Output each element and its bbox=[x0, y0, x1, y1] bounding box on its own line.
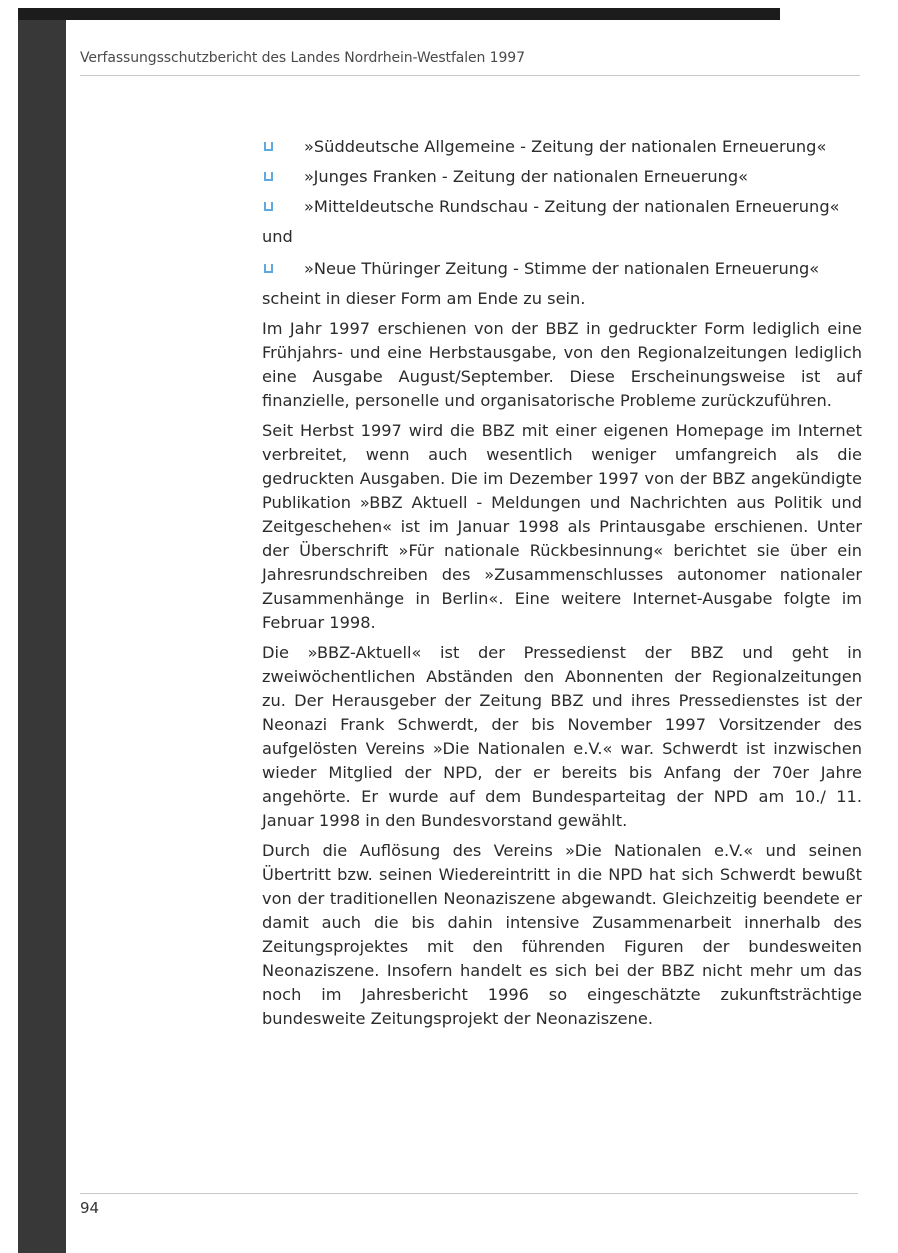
running-header: Verfassungsschutzbericht des Landes Nordrhein-Westfalen 1997 bbox=[80, 50, 525, 66]
list-item bbox=[262, 135, 862, 159]
checkbox-bullet-icon bbox=[264, 202, 273, 211]
paragraph: Im Jahr 1997 erschienen von der BBZ in gedruckter Form lediglich eine Frühjahrs- und eine Herbstausgabe, von den Regionalzeitungen lediglich eine Ausgabe August/September. Diese Erscheinungsweise ist auf finanzielle, personelle und organisatorische Probleme zurückzuführen. bbox=[262, 319, 862, 410]
connector-word: und bbox=[262, 227, 293, 246]
page-top-edge bbox=[18, 8, 780, 20]
main-text bbox=[262, 135, 862, 1037]
list-item bbox=[262, 257, 862, 281]
checkbox-bullet-icon bbox=[264, 142, 273, 151]
page-edge-shadow bbox=[18, 8, 66, 1253]
paragraph: Durch die Auflösung des Vereins »Die Nationalen e.V.« und seinen Übertritt bzw. seinen Wiedereintritt in die NPD hat sich Schwerdt bewußt von der traditionellen Neonaziszene abgewandt. Gleichzeitig beendete er damit auch die bis dahin intensive Zusammenarbeit innerhalb des Zeitungsprojektes mit den führenden Figuren der bundesweiten Neonaziszene. Insofern handelt es sich bei der BBZ nicht mehr um das noch im Jahresbericht 1996 so eingeschätzte zukunftsträchtige bundesweite Zeitungsprojekt der Neonaziszene. bbox=[262, 841, 862, 1028]
list-item bbox=[262, 165, 862, 189]
checkbox-bullet-icon bbox=[264, 172, 273, 181]
checkbox-bullet-icon bbox=[264, 264, 273, 273]
paragraph: scheint in dieser Form am Ende zu sein. bbox=[262, 289, 586, 308]
list-item-text: »Neue Thüringer Zeitung - Stimme der nationalen Erneuerung« bbox=[304, 259, 820, 278]
list-item-text: »Mitteldeutsche Rundschau - Zeitung der nationalen Erneuerung« bbox=[304, 197, 840, 216]
paragraph: Die »BBZ-Aktuell« ist der Pressedienst der BBZ und geht in zweiwöchentlichen Abständen den Abonnenten der Regionalzeitungen zu. Der Herausgeber der Zeitung BBZ und ihres Pressedienstes ist der Neonazi Frank Schwerdt, der bis November 1997 Vorsitzender des aufgelösten Vereins »Die Nationalen e.V.« war. Schwerdt ist inzwischen wieder Mitglied der NPD, der er bereits bis Anfang der 70er Jahre angehörte. Er wurde auf dem Bundesparteitag der NPD am 10./ 11. Januar 1998 in den Bundesvorstand gewählt. bbox=[262, 643, 862, 830]
header-rule bbox=[80, 75, 860, 76]
paragraph: Seit Herbst 1997 wird die BBZ mit einer eigenen Homepage im Internet verbreitet, wenn auch wesentlich weniger umfangreich als die gedruckten Ausgaben. Die im Dezember 1997 von der BBZ angekündigte Publikation »BBZ Aktuell - Meldungen und Nachrichten aus Politik und Zeitgeschehen« ist im Januar 1998 als Printausgabe erschienen. Unter der Überschrift »Für nationale Rückbesinnung« berichtet sie über ein Jahresrundschreiben des »Zusammenschlusses autonomer nationaler Zusammenhänge in Berlin«. Eine weitere Internet-Ausgabe folgte im Februar 1998. bbox=[262, 421, 862, 632]
list-item-text: »Süddeutsche Allgemeine - Zeitung der nationalen Erneuerung« bbox=[304, 137, 827, 156]
list-item bbox=[262, 195, 862, 219]
footer-rule bbox=[80, 1193, 858, 1194]
list-item-text: »Junges Franken - Zeitung der nationalen Erneuerung« bbox=[304, 167, 749, 186]
page-number: 94 bbox=[80, 1199, 100, 1217]
